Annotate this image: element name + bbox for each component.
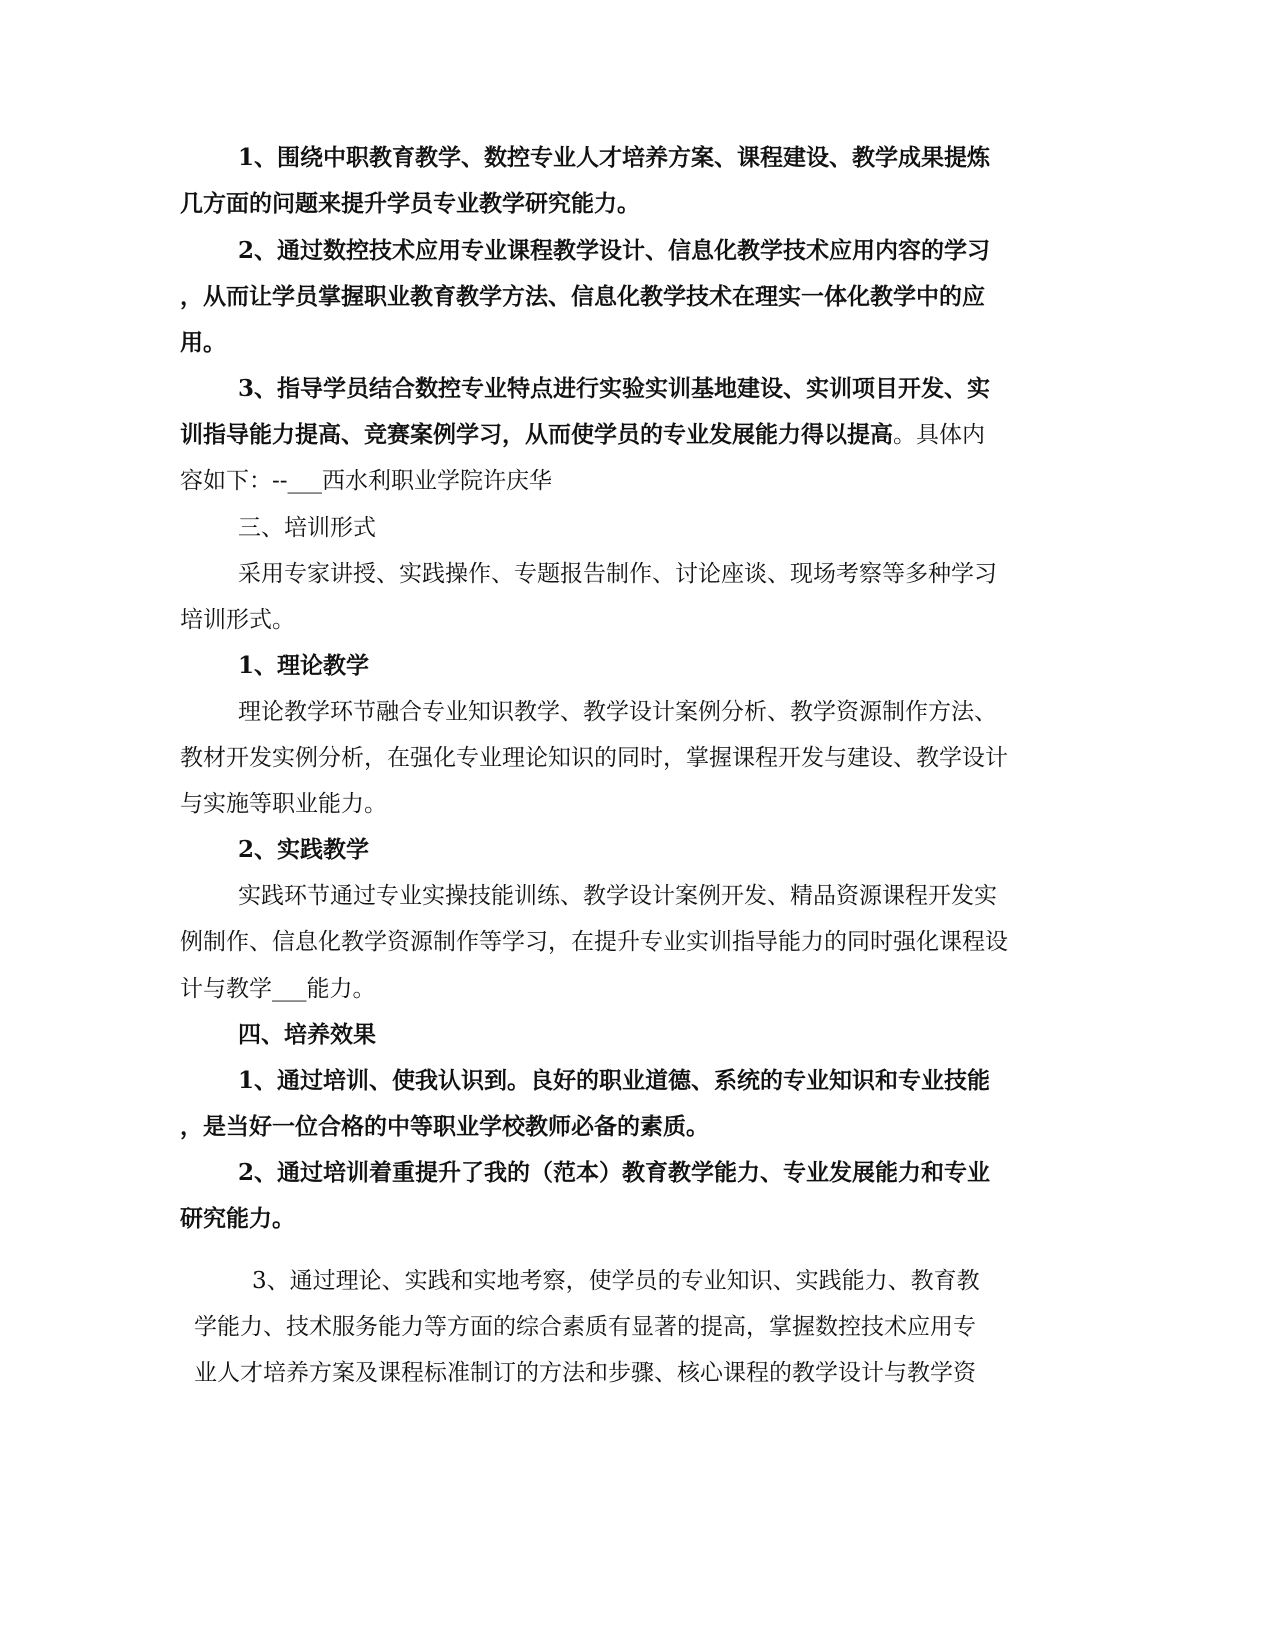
paragraph-line: 3、指导学员结合数控专业特点进行实验实训基地建设、实训项目开发、实 bbox=[238, 375, 991, 402]
paragraph-line: 理论教学环节融合专业知识教学、教学设计案例分析、教学资源制作方法、 bbox=[238, 699, 997, 725]
paragraph-line: 采用专家讲授、实践操作、专题报告制作、讨论座谈、现场考察等多种学习 bbox=[238, 561, 997, 587]
paragraph-line: 研究能力。 bbox=[180, 1205, 295, 1232]
normal-segment: 。具体内 bbox=[893, 422, 985, 448]
bold-segment: 训指导能力提高、竞赛案例学习，从而使学员的专业发展能力得以提高 bbox=[180, 421, 893, 448]
paragraph-line: 例制作、信息化教学资源制作等学习，在提升专业实训指导能力的同时强化课程设 bbox=[180, 929, 1008, 955]
paragraph-line: 与实施等职业能力。 bbox=[180, 791, 387, 817]
paragraph-line: 教材开发实例分析，在强化专业理论知识的同时，掌握课程开发与建设、教学设计 bbox=[180, 745, 1008, 771]
paragraph-line: 实践环节通过专业实操技能训练、教学设计案例开发、精品资源课程开发实 bbox=[238, 883, 997, 909]
paragraph-line: 2、通过数控技术应用专业课程教学设计、信息化教学技术应用内容的学习 bbox=[238, 237, 991, 264]
paragraph-line: 1、通过培训、使我认识到。良好的职业道德、系统的专业知识和专业技能 bbox=[238, 1067, 991, 1094]
paragraph-line: 业人才培养方案及课程标准制订的方法和步骤、核心课程的教学设计与教学资 bbox=[194, 1360, 976, 1386]
subsection-heading: 1、理论教学 bbox=[238, 652, 370, 679]
paragraph-line: ，是当好一位合格的中等职业学校教师必备的素质。 bbox=[180, 1113, 709, 1140]
subsection-heading: 2、实践教学 bbox=[238, 836, 370, 863]
section-heading: 四、培养效果 bbox=[238, 1021, 376, 1048]
paragraph-line: 计与教学___能力。 bbox=[180, 976, 376, 1002]
paragraph-line: 容如下：--___西水利职业学院许庆华 bbox=[180, 468, 553, 494]
section-heading: 三、培训形式 bbox=[238, 515, 376, 541]
paragraph-line: 几方面的问题来提升学员专业教学研究能力。 bbox=[180, 190, 640, 217]
paragraph-line: 培训形式。 bbox=[180, 607, 295, 633]
paragraph-line: 1、围绕中职教育教学、数控专业人才培养方案、课程建设、教学成果提炼 bbox=[238, 144, 991, 171]
paragraph-line: 3、通过理论、实践和实地考察，使学员的专业知识、实践能力、教育教 bbox=[252, 1268, 980, 1294]
paragraph-line: 2、通过培训着重提升了我的（范本）教育教学能力、专业发展能力和专业 bbox=[238, 1159, 991, 1186]
paragraph-line: 学能力、技术服务能力等方面的综合素质有显著的提高，掌握数控技术应用专 bbox=[194, 1314, 976, 1340]
paragraph-line: ，从而让学员掌握职业教育教学方法、信息化教学技术在理实一体化教学中的应 bbox=[180, 283, 985, 310]
paragraph-line-mixed bbox=[180, 420, 985, 450]
paragraph-line: 用。 bbox=[180, 329, 226, 356]
